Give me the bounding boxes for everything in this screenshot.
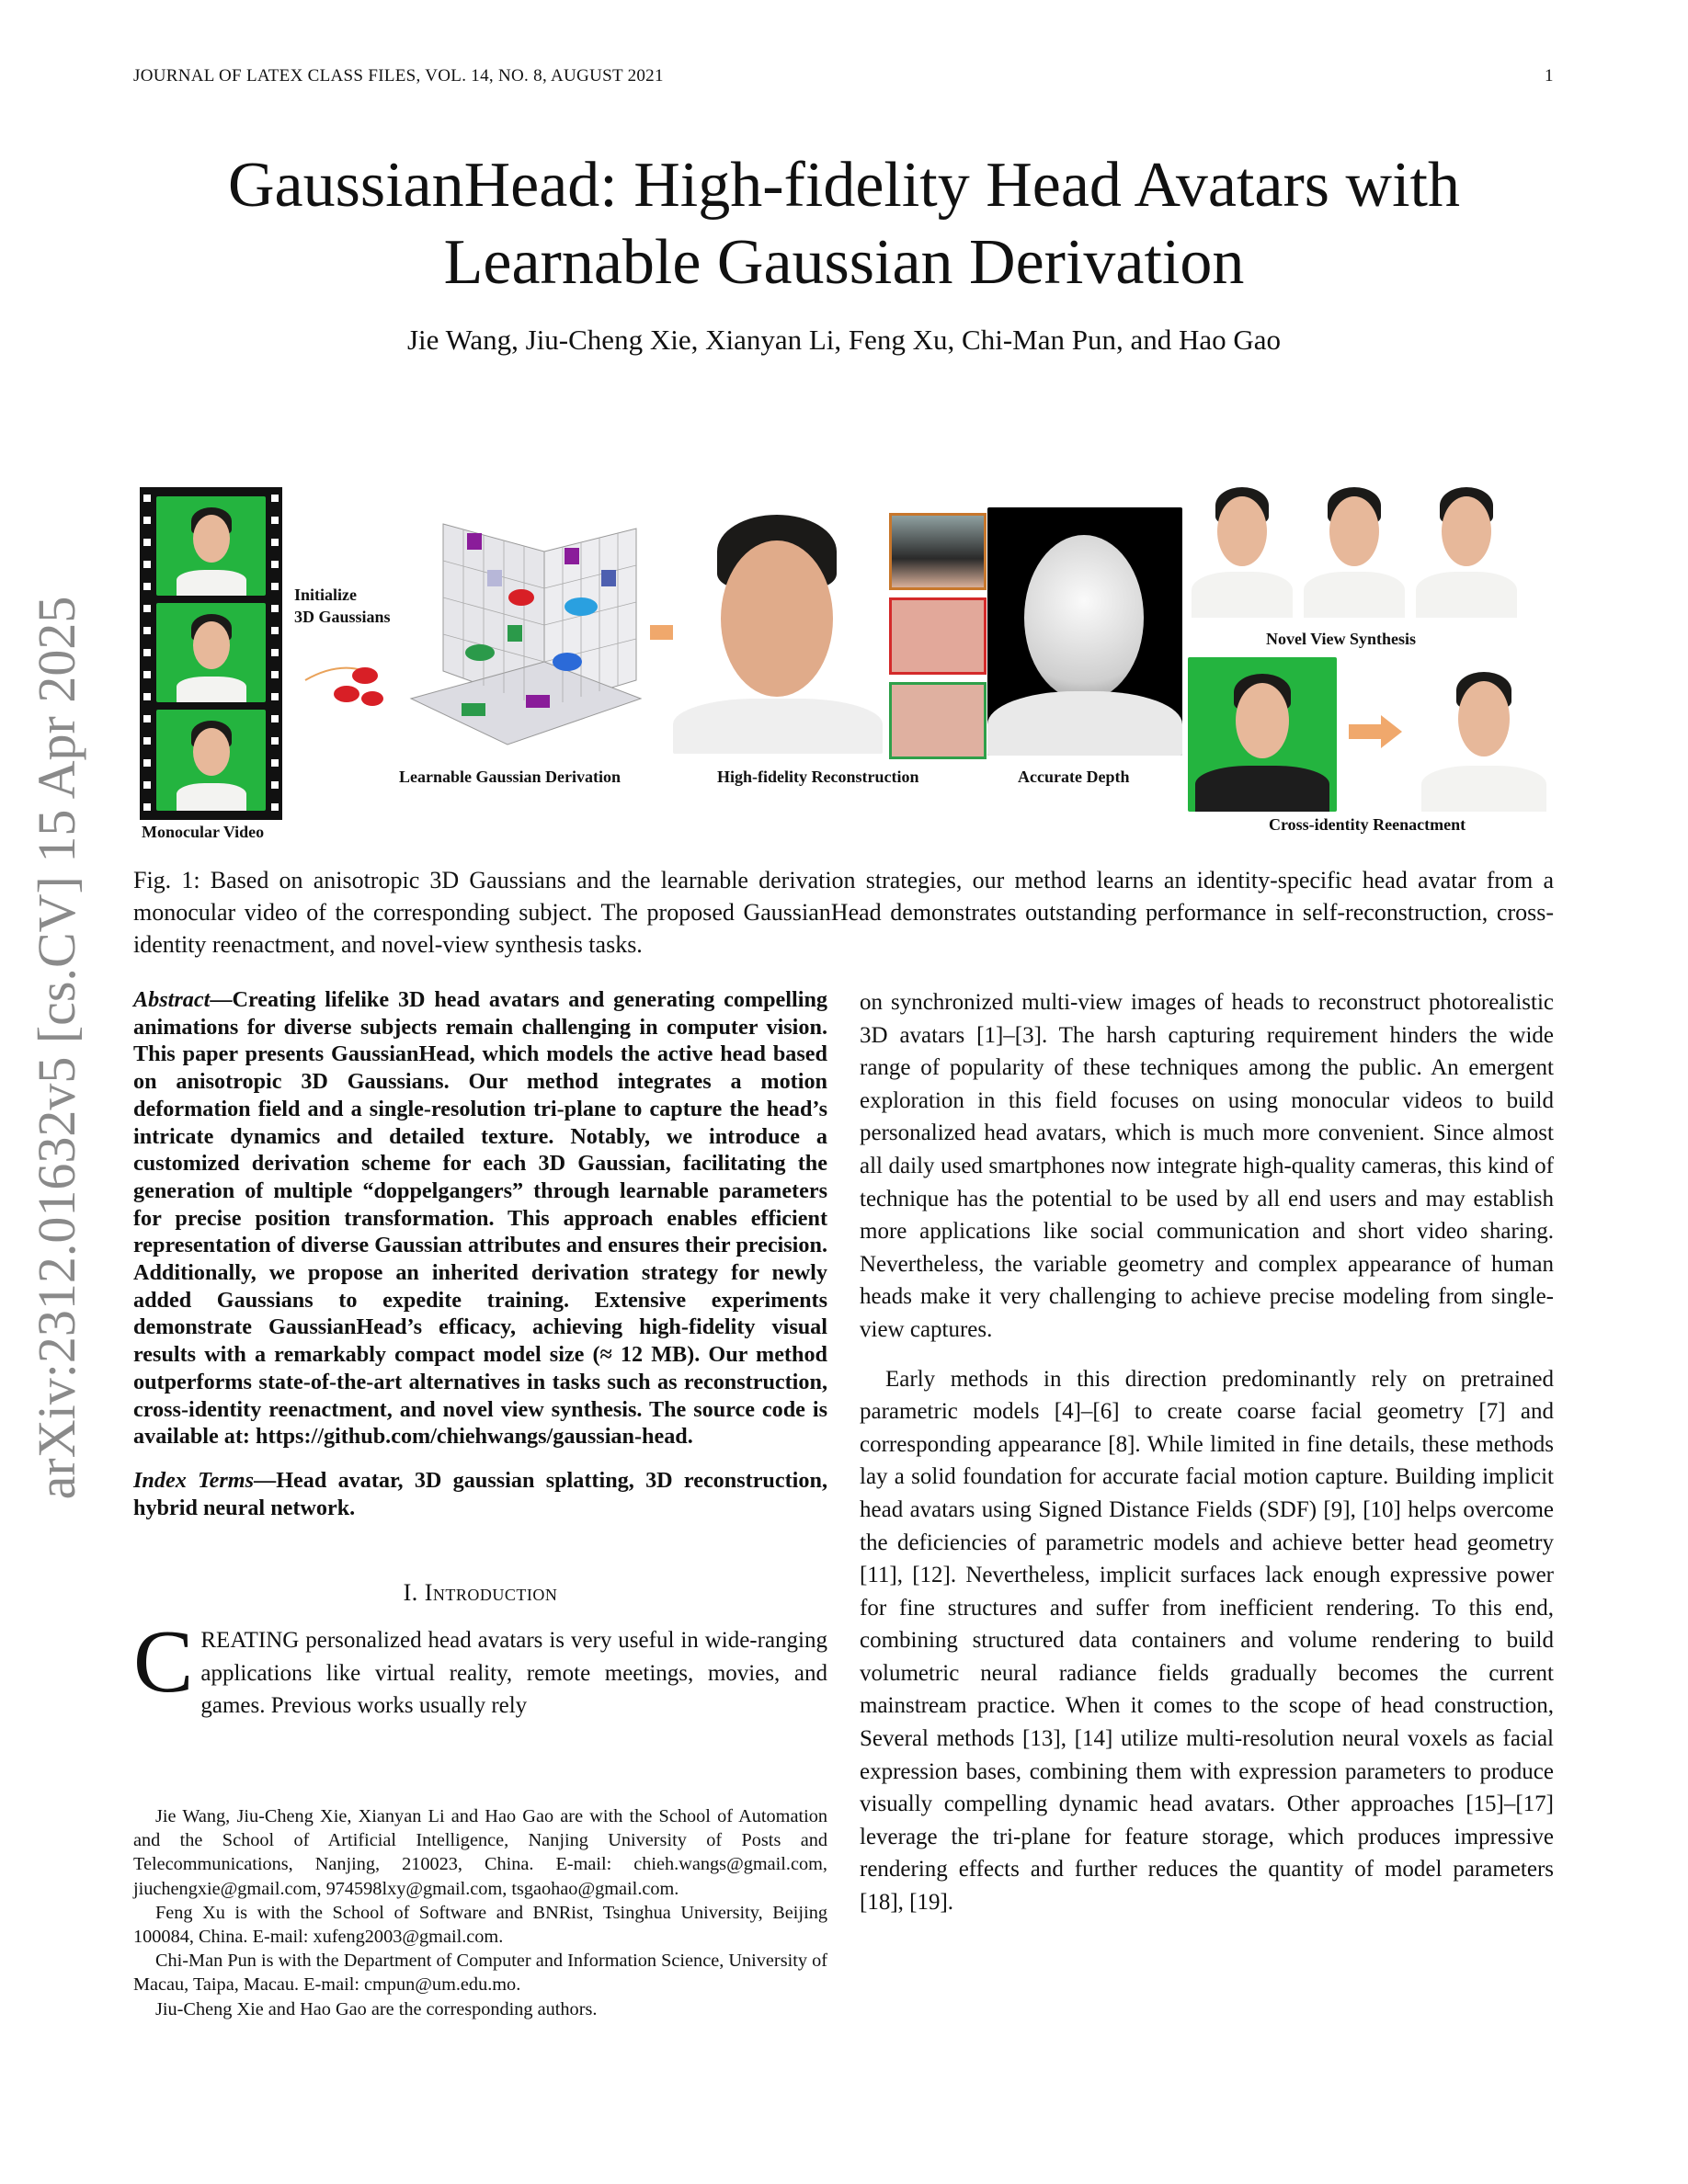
novel-view-image [1188,480,1296,618]
label-gaussian-derivation: Learnable Gaussian Derivation [399,768,622,786]
author-list: Jie Wang, Jiu-Cheng Xie, Xianyan Li, Feng Xu, Chi-Man Pun, and Hao Gao [406,324,1282,356]
dropcap: C [133,1611,194,1712]
intro-text: personalized head avatars is very useful in wide-ranging applications like virtual reality, remote meetings, movies, and games. Previous works usually rely [200,1627,827,1719]
video-frame [156,603,266,702]
footnote: Jie Wang, Jiu-Cheng Xie, Xianyan Li and Hao Gao are with the School of Automation and the School of Artificial Intelligence, Nanjing University of Posts and Telecommunications, Nanjing, 210023, China. E-mail: chieh.wangs@gmail.com, jiuchengxie@gmail.com, 974598lxy@gmail.com, tsgaohao@gmail.com. [133,1806,827,1899]
label-monocular-video: Monocular Video [142,823,265,841]
chin-detail-patch [889,682,987,759]
section-title: Introduction [424,1579,558,1607]
skin-detail-patch [889,597,987,675]
abstract-lead: Abstract [133,987,211,1012]
left-column [133,986,827,1723]
intro-first-word: REATING [200,1627,300,1653]
label-depth: Accurate Depth [1018,768,1130,786]
footnotes [133,1804,827,2021]
source-identity-image [1188,657,1337,812]
label-reconstruction: High-fidelity Reconstruction [717,768,919,786]
film-strip [140,487,282,820]
index-terms-lead: Index Terms [133,1467,254,1493]
reconstruction-image [673,506,883,754]
footnote: Chi-Man Pun is with the Department of Computer and Information Science, University of Macau, Taipa, Macau. E-mail: cmpun@um.edu.mo. [133,1951,827,1996]
novel-view-image [1412,480,1521,618]
body-paragraph: on synchronized multi-view images of heads to reconstruct photorealistic 3D avatars [1]–[3]. The harsh capturing requirement hinders the wide range of popularity of these techniques among the public. An emergent exploration in this field focuses on using monocular videos to build personalized head avatars, which is much more convenient. Since almost all daily used smartphones now integrate high-quality cameras, this kind of technique has the potential to be used by all end users and may establish more applications like social communication and short video sharing. Nevertheless, the variable geometry and complex appearance of human heads make it very challenging to achieve precise modeling from single-view captures. [860,990,1554,1342]
reenacted-image [1416,657,1552,812]
body-paragraph: Early methods in this direction predominantly rely on pretrained parametric models [4]–[6] to create coarse facial geometry [7] and corresponding appearance [8]. While limited in fine details, these methods lay a solid foundation for accurate facial motion capture. Building implicit head avatars using Signed Distance Fields (SDF) [9], [10] helps overcome the deficiencies of parametric models and achieve better head geometry [11], [12]. Nevertheless, implicit surfaces lack enough expressive power for fine structures and suffer from inefficient rendering. To this end, combining structured data containers and volume rendering to build volumetric neural radiance fields gradually becomes the current mainstream practice. When it comes to the scope of head construction, Several methods [13], [14] utilize multi-resolution neural voxels as facial expression bases, combining them with expression parameters to produce visually compelling dynamic head avatars. Other approaches [15]–[17] leverage the tri-plane for feature storage, which produces impressive rendering effects and further reduces the quantity of model parameters [18], [19]. [860,1366,1554,1916]
section-heading [133,1576,827,1610]
label-reenactment: Cross-identity Reenactment [1269,815,1466,834]
gaussian-blobs-icon [301,643,411,735]
abstract [133,986,827,1450]
figure-caption: Fig. 1: Based on anisotropic 3D Gaussians and the learnable derivation strategies, our method learns an identity-specific head avatar from a monocular video of the corresponding subject. The proposed GaussianHead demonstrates outstanding performance in self-reconstruction, cross-identity reenactment, and novel-view synthesis tasks. [133,867,1554,958]
hair-detail-patch [889,513,987,590]
arrow-right-icon [1349,715,1404,748]
index-terms-text: —Head avatar, 3D gaussian splatting, 3D reconstruction, hybrid neural network. [133,1467,827,1520]
running-header: JOURNAL OF LATEX CLASS FILES, VOL. 14, NO. 8, AUGUST 2021 [133,66,664,85]
arxiv-stamp: arXiv:2312.01632v5 [cs.CV] 15 Apr 2025 [27,596,86,1500]
figure-1 [140,469,1554,841]
tri-plane-grid-icon [406,515,645,754]
label-novel-view: Novel View Synthesis [1266,630,1417,648]
video-frame [156,496,266,596]
depth-image [987,507,1182,756]
section-number: I. [403,1579,418,1607]
index-terms [133,1467,827,1521]
video-frame [156,710,266,811]
label-initialize: Initialize 3D Gaussians [294,586,391,626]
right-column [860,986,1554,1936]
footnote: Feng Xu is with the School of Software and BNRist, Tsinghua University, Beijing 100084, China. E-mail: xufeng2003@gmail.com. [133,1902,827,1948]
novel-view-image [1300,480,1409,618]
page-number: 1 [1545,66,1554,85]
intro-paragraph [133,1611,827,1723]
paper-title: GaussianHead: High-fidelity Head Avatars with Learnable Gaussian Derivation [227,150,1460,298]
footnote: Jiu-Cheng Xie and Hao Gao are the corresponding authors. [155,1998,598,2019]
abstract-text: —Creating lifelike 3D head avatars and generating compelling animations for diverse subjects remain challenging in computer vision. This paper presents GaussianHead, which models the active head based on anisotropic 3D Gaussians. Our method integrates a motion deformation field and a single-resolution tri-plane to capture the head’s intricate dynamics and detailed texture. Notably, we introduce a customized derivation scheme for each 3D Gaussian, facilitating the generation of multiple “doppelgangers” through learnable parameters for precise position transformation. This approach enables efficient representation of diverse Gaussian attributes and ensures their precision. Additionally, we propose an inherited derivation strategy for newly added Gaussians to expedite training. Extensive experiments demonstrate GaussianHead’s efficacy, achieving high-fidelity visual results with a remarkably compact model size (≈ 12 MB). Our method outperforms state-of-the-art alternatives in tasks such as reconstruction, cross-identity reenactment, and novel view synthesis. The source code is available at: https://github.com/chiehwangs/gaussian-head. [133,987,827,1450]
